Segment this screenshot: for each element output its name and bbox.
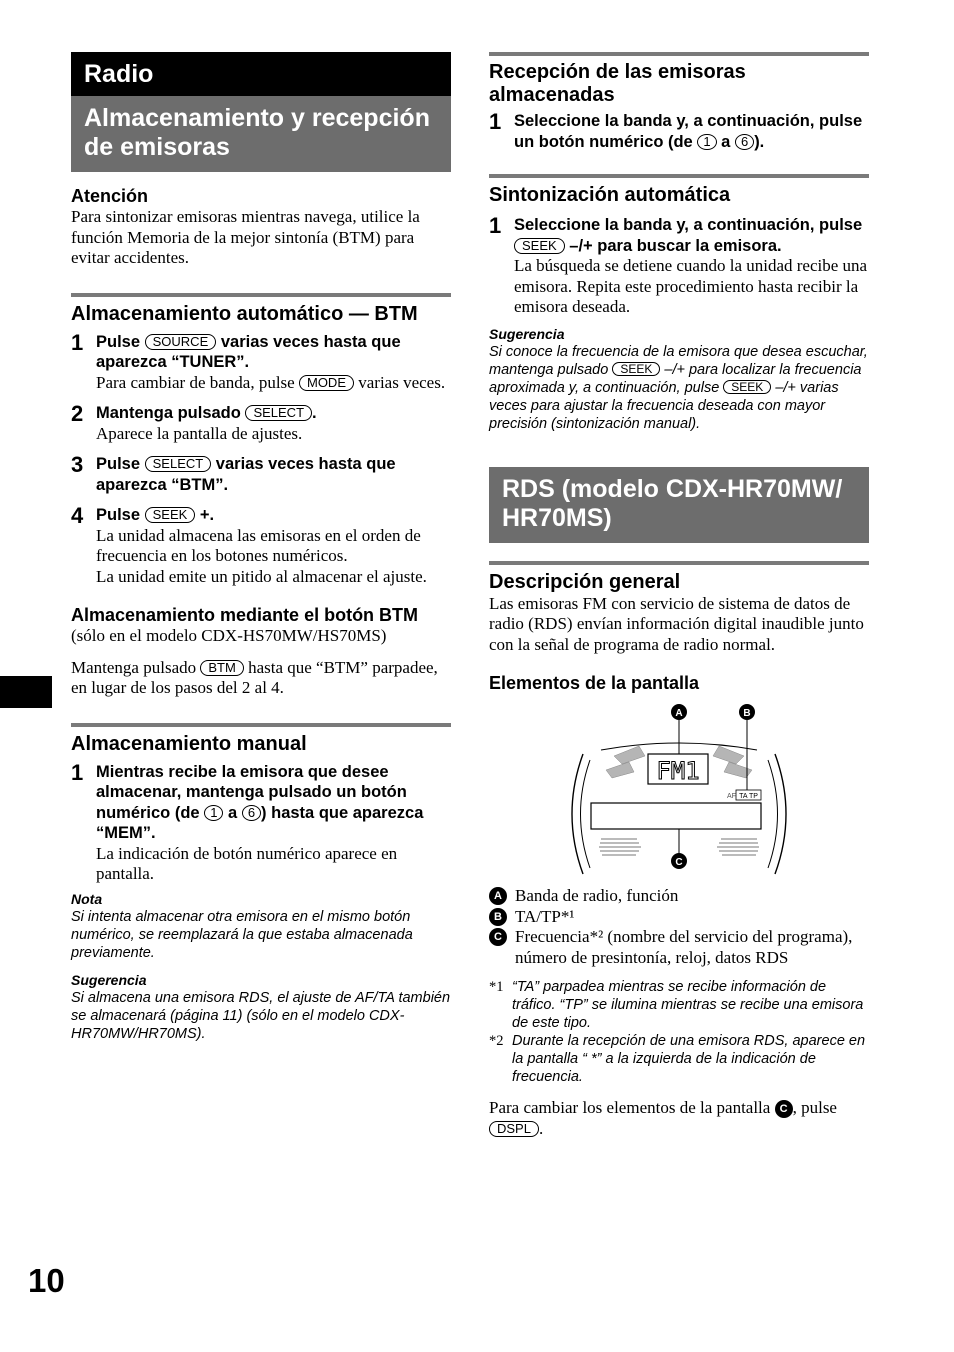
tip-text: Si conoce la frecuencia de la emisora que desea escuchar, mantenga pulsado SEEK –/+ para localizar la frecuencia aproximada y, a continuación, pulse SEEK –/+ varias veces para ajustar la frecuencia deseada con mayor precisión (sintonización manual). — [489, 343, 868, 432]
tatp-indicator: TA TP — [739, 793, 758, 800]
footnotes — [489, 978, 869, 1086]
manual-heading: Almacenamiento manual — [71, 732, 307, 755]
mode-button-icon: MODE — [299, 375, 354, 391]
note-heading: Nota — [71, 890, 103, 907]
btm-button-heading: Almacenamiento mediante el botón BTM — [71, 605, 419, 625]
section-rule — [71, 723, 451, 727]
btm-button-icon: BTM — [200, 660, 243, 676]
dspl-button-icon: DSPL — [489, 1121, 539, 1137]
pantalla-heading: Elementos de la pantalla — [489, 673, 700, 693]
callout-c-icon: C — [775, 1100, 793, 1118]
step-number: 3 — [71, 452, 84, 477]
chapter-tab-marker — [0, 676, 52, 708]
manual-note — [71, 891, 451, 962]
btm-step-3: 3 Pulse SELECT varias veces hasta que aparezca “BTM”. — [71, 452, 396, 494]
btm-step-2: 2 Mantenga pulsado SELECT . Aparece la pantalla de ajustes. — [71, 401, 317, 443]
callout-c-label: C — [675, 857, 683, 868]
seek-button-icon: SEEK — [145, 507, 196, 523]
legend-item-c: C Frecuencia*² (nombre del servicio del programa), número de presintonía, reloj, datos RDS — [489, 927, 869, 968]
band-display-text: FM1 — [656, 757, 700, 785]
sintonizacion-step-1: 1 Seleccione la banda y, a continuación, pulse SEEK –/+ para buscar la emisora. La búsqueda se detiene cuando la unidad recibe una emisora. Repita este procedimiento hasta recibir la emisora deseada. — [489, 213, 868, 316]
callout-b-label: B — [743, 708, 751, 719]
descripcion-heading: Descripción general — [489, 570, 681, 593]
source-button-icon: SOURCE — [145, 334, 217, 350]
seek-button-icon: SEEK — [612, 362, 660, 376]
section-rule — [489, 561, 869, 565]
recepcion-step-1: 1 Seleccione la banda y, a continuación, pulse un botón numérico (de 1 a 6 ). — [489, 109, 863, 151]
callout-a-label: A — [675, 708, 683, 719]
legend-item-a: A Banda de radio, función — [489, 886, 869, 907]
step-number: 1 — [489, 213, 502, 238]
change-display-text: Para cambiar los elementos de la pantalla C , pulse DSPL . — [489, 1098, 837, 1138]
legend-item-b: B TA/TP*¹ — [489, 907, 869, 928]
section-rule — [489, 52, 869, 56]
btm-step-4: 4 Pulse SEEK +. La unidad almacena las emisoras en el orden de frecuencia en los botones numéricos. La unidad emite un pitido al almacenar el ajuste. — [71, 503, 427, 586]
seek-button-icon: SEEK — [723, 380, 771, 394]
callout-c-icon: C — [489, 928, 507, 946]
step-number: 2 — [71, 401, 84, 426]
section-title: Radio — [71, 52, 451, 96]
descripcion-text: Las emisoras FM con servicio de sistema de datos de radio (RDS) envían información digital inaudible junto con la señal de programa de radio normal. — [489, 593, 864, 654]
section-rule — [71, 293, 451, 297]
sintonizacion-tip — [489, 326, 869, 433]
step-number: 1 — [489, 109, 502, 134]
right-column — [489, 52, 869, 1139]
note-text: Si intenta almacenar otra emisora en el mismo botón numérico, se reemplazará la que estaba almacenada previamente. — [71, 908, 413, 961]
select-button-icon: SELECT — [145, 456, 212, 472]
attention-heading: Atención — [71, 186, 149, 206]
manual-tip — [71, 972, 451, 1043]
btm-step-1: 1 Pulse SOURCE varias veces hasta que aparezca “TUNER”. Para cambiar de banda, pulse MODE varias veces. — [71, 329, 446, 392]
number-6-button-icon: 6 — [242, 805, 261, 821]
btm-auto-heading: Almacenamiento automático — BTM — [71, 302, 418, 325]
manual-step-1: 1 Mientras recibe la emisora que desee almacenar, mantenga pulsado un botón numérico (de 1 a 6 ) hasta que aparezca “MEM”. La indicación de botón numérico aparece en pantalla. — [71, 759, 424, 883]
footnote-1: *1 “TA” parpadea mientras se recibe información de tráfico. “TP” se ilumina mientras se recibe una emisora de este tipo. — [489, 979, 864, 1031]
display-diagram — [489, 704, 869, 879]
attention-block — [71, 186, 451, 269]
step-number: 1 — [71, 329, 84, 355]
seek-button-icon: SEEK — [514, 238, 565, 254]
attention-text: Para sintonizar emisoras mientras navega, utilice la función Memoria de la mejor sintonía (BTM) para evitar accidentes. — [71, 207, 420, 267]
frequency-display-field — [591, 803, 761, 829]
tip-text: Si almacena una emisora RDS, el ajuste de AF/TA también se almacenará (página 11) (sólo en el modelo CDX-HR70MW/HR70MS). — [71, 989, 451, 1042]
callout-b-icon: B — [489, 908, 507, 926]
section-rule — [489, 174, 869, 178]
af-indicator: AF — [727, 793, 736, 800]
select-button-icon: SELECT — [245, 405, 312, 421]
recepcion-heading: Recepción de las emisoras almacenadas — [489, 61, 746, 106]
number-6-button-icon: 6 — [735, 134, 754, 150]
left-column — [71, 52, 451, 1043]
tip-heading: Sugerencia — [489, 325, 565, 342]
sintonizacion-heading: Sintonización automática — [489, 184, 731, 206]
callout-a-icon: A — [489, 887, 507, 905]
step-number: 4 — [71, 503, 84, 528]
btm-button-text: Mantenga pulsado BTM hasta que “BTM” parpadee, en lugar de los pasos del 2 al 4. — [71, 657, 438, 697]
page-number: 10 — [28, 1262, 65, 1299]
number-1-button-icon: 1 — [697, 134, 716, 150]
btm-button-model: (sólo en el modelo CDX-HS70MW/HS70MS) — [71, 626, 387, 645]
subsection-title: Almacenamiento y recepción de emisoras — [71, 96, 451, 172]
display-legend — [489, 886, 869, 968]
step-number: 1 — [71, 759, 84, 785]
footnote-2: *2 Durante la recepción de una emisora RDS, aparece en la pantalla “ *” a la izquierda de la indicación de frecuencia. — [489, 1033, 866, 1085]
tip-heading: Sugerencia — [71, 971, 147, 988]
rds-section-title: RDS (modelo CDX-HR70MW/ HR70MS) — [489, 467, 869, 543]
number-1-button-icon: 1 — [204, 805, 223, 821]
